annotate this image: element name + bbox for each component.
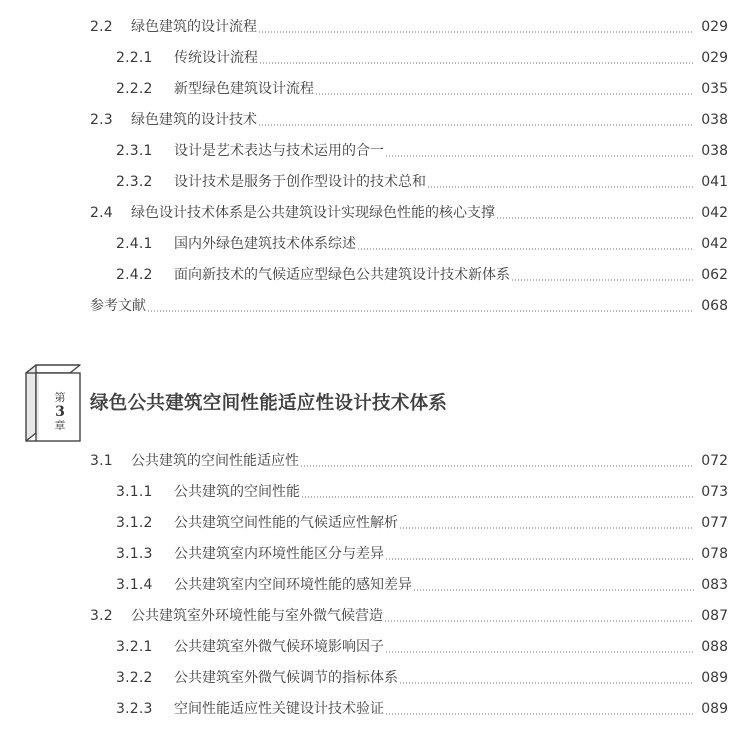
toc-entry-page: 041: [701, 174, 728, 190]
toc-entry-title: 公共建筑空间性能的气候适应性解析: [174, 515, 398, 531]
toc-entry-title: 传统设计流程: [174, 50, 258, 66]
toc-entry[interactable]: [0, 198, 750, 229]
toc-entry-number: 3.1.4: [116, 577, 153, 593]
toc-entry-number: 2.2.1: [116, 50, 153, 66]
toc-dot-leader: [357, 248, 694, 251]
toc-dot-leader: [385, 155, 694, 158]
chapter-badge-suffix: 章: [54, 419, 66, 432]
toc-entry-title: 公共建筑室外环境性能与室外微气候营造: [131, 608, 383, 624]
chapter-header: [22, 363, 732, 445]
toc-dot-leader: [385, 558, 694, 561]
toc-section-chapter-3: [0, 446, 750, 725]
toc-entry[interactable]: [0, 167, 750, 198]
toc-entry-number: 3.1: [90, 453, 113, 469]
toc-dot-leader: [399, 682, 694, 685]
toc-entry[interactable]: [0, 570, 750, 601]
toc-entry-title: 公共建筑室内环境性能区分与差异: [174, 546, 384, 562]
toc-entry-page: 042: [701, 236, 728, 252]
toc-entry-number: 2.3: [90, 112, 113, 128]
toc-entry[interactable]: [0, 260, 750, 291]
toc-entry-title: 面向新技术的气候适应型绿色公共建筑设计技术新体系: [174, 267, 510, 283]
toc-entry[interactable]: [0, 601, 750, 632]
toc-entry-title: 公共建筑室外微气候环境影响因子: [174, 639, 384, 655]
toc-entry-number: 3.2.2: [116, 670, 153, 686]
toc-entry[interactable]: [0, 632, 750, 663]
toc-entry-title: 公共建筑室内空间环境性能的感知差异: [174, 577, 412, 593]
toc-entry-title: 参考文献: [90, 298, 146, 314]
toc-section-chapter-2: [0, 12, 750, 322]
toc-dot-leader: [384, 620, 694, 623]
toc-dot-leader: [399, 527, 694, 530]
toc-entry-title: 空间性能适应性关键设计技术验证: [174, 701, 384, 717]
toc-entry-page: 029: [701, 19, 728, 35]
toc-entry-title: 绿色设计技术体系是公共建筑设计实现绿色性能的核心支撑: [131, 205, 495, 221]
toc-entry-page: 078: [701, 546, 728, 562]
toc-entry[interactable]: [0, 74, 750, 105]
toc-entry-page: 072: [701, 453, 728, 469]
toc-dot-leader: [385, 651, 694, 654]
toc-entry-title: 公共建筑室外微气候调节的指标体系: [174, 670, 398, 686]
toc-entry-page: 038: [701, 112, 728, 128]
toc-dot-leader: [301, 496, 694, 499]
toc-entry-page: 087: [701, 608, 728, 624]
toc-entry[interactable]: [0, 663, 750, 694]
toc-entry-page: 062: [701, 267, 728, 283]
toc-entry-title: 国内外绿色建筑技术体系综述: [174, 236, 356, 252]
toc-entry-title: 绿色建筑的设计技术: [131, 112, 257, 128]
toc-entry[interactable]: [0, 291, 750, 322]
toc-entry-page: 083: [701, 577, 728, 593]
toc-dot-leader: [258, 124, 694, 127]
toc-entry[interactable]: [0, 477, 750, 508]
toc-entry-page: 035: [701, 81, 728, 97]
toc-dot-leader: [258, 31, 694, 34]
toc-entry[interactable]: [0, 136, 750, 167]
chapter-title: 绿色公共建筑空间性能适应性设计技术体系: [90, 393, 448, 414]
toc-entry-number: 2.2: [90, 19, 113, 35]
toc-entry-number: 2.3.2: [116, 174, 153, 190]
toc-entry-number: 3.1.3: [116, 546, 153, 562]
toc-dot-leader: [259, 62, 694, 65]
toc-entry-number: 3.1.2: [116, 515, 153, 531]
toc-entry-page: 029: [701, 50, 728, 66]
chapter-badge-number: 3: [55, 404, 65, 420]
toc-entry-title: 公共建筑的空间性能: [174, 484, 300, 500]
chapter-badge-prefix: 第: [54, 391, 66, 404]
toc-entry[interactable]: [0, 446, 750, 477]
toc-entry-number: 2.4.1: [116, 236, 153, 252]
toc-entry-title: 设计是艺术表达与技术运用的合一: [174, 143, 384, 159]
toc-entry-number: 3.2: [90, 608, 113, 624]
toc-entry-number: 3.2.3: [116, 701, 153, 717]
toc-entry-page: 068: [701, 298, 728, 314]
toc-dot-leader: [427, 186, 694, 189]
toc-dot-leader: [385, 713, 694, 716]
toc-entry[interactable]: [0, 508, 750, 539]
toc-entry[interactable]: [0, 229, 750, 260]
toc-entry-page: 042: [701, 205, 728, 221]
toc-entry-title: 绿色建筑的设计流程: [131, 19, 257, 35]
toc-entry-number: 2.2.2: [116, 81, 153, 97]
toc-entry[interactable]: [0, 539, 750, 570]
toc-dot-leader: [496, 217, 694, 220]
toc-dot-leader: [315, 93, 694, 96]
toc-entry-title: 设计技术是服务于创作型设计的技术总和: [174, 174, 426, 190]
toc-dot-leader: [147, 310, 694, 313]
toc-entry-page: 077: [701, 515, 728, 531]
toc-entry[interactable]: [0, 105, 750, 136]
toc-entry-page: 073: [701, 484, 728, 500]
toc-entry-title: 公共建筑的空间性能适应性: [131, 453, 299, 469]
toc-entry-number: 3.1.1: [116, 484, 153, 500]
toc-entry[interactable]: [0, 43, 750, 74]
toc-dot-leader: [300, 465, 694, 468]
toc-dot-leader: [413, 589, 694, 592]
toc-entry-page: 038: [701, 143, 728, 159]
toc-entry-page: 089: [701, 670, 728, 686]
toc-entry-number: 2.4: [90, 205, 113, 221]
toc-entry-number: 2.3.1: [116, 143, 153, 159]
toc-entry[interactable]: [0, 694, 750, 725]
toc-entry-page: 089: [701, 701, 728, 717]
chapter-badge-icon: [22, 363, 84, 443]
toc-entry-title: 新型绿色建筑设计流程: [174, 81, 314, 97]
toc-entry-number: 3.2.1: [116, 639, 153, 655]
toc-entry-page: 088: [701, 639, 728, 655]
toc-dot-leader: [511, 279, 694, 282]
toc-entry-number: 2.4.2: [116, 267, 153, 283]
toc-entry[interactable]: [0, 12, 750, 43]
